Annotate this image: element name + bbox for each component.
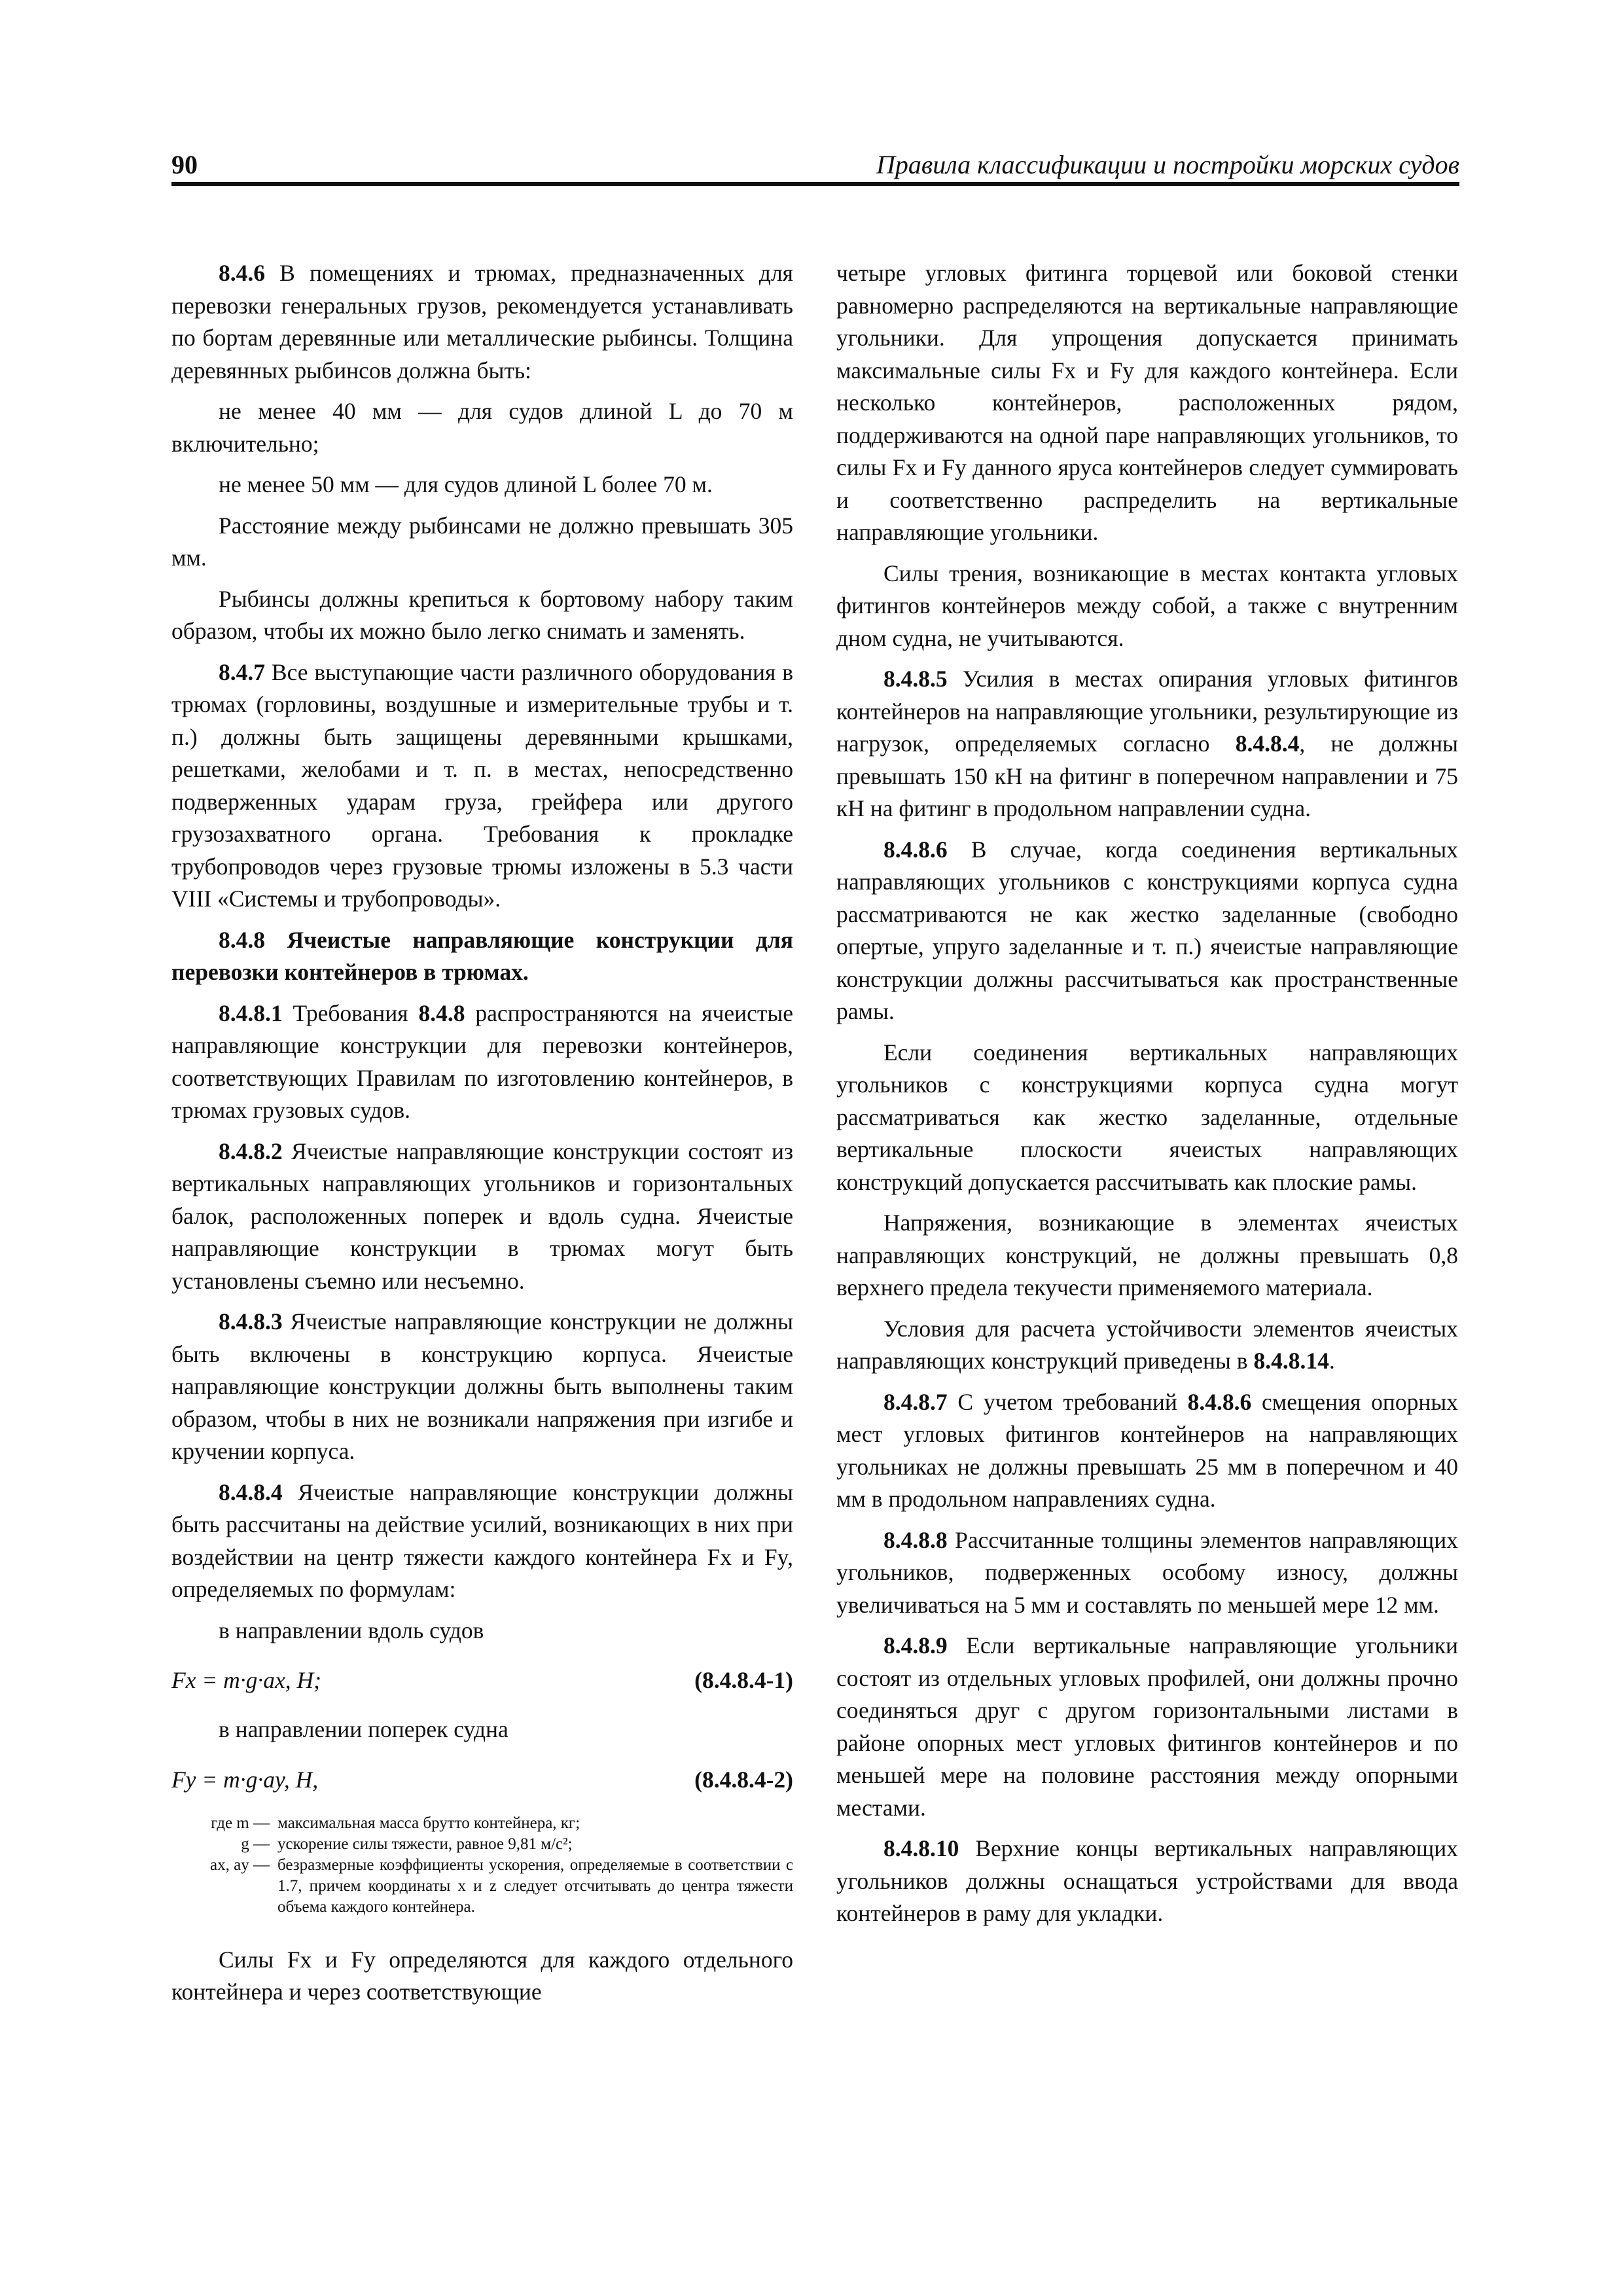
formula-expression: Fy = m·g·ay, Н, [171, 1766, 319, 1793]
cross-reference: 8.4.8.6 [1187, 1388, 1252, 1415]
clause-number: 8.4.8.9 [883, 1632, 948, 1659]
paragraph: 8.4.8.6 В случае, когда соединения вертикальных направляющих угольников с конструкциями корпуса судна рассматриваются не как жестко заделанные (свободно опертые, упруго заделанные и т. п.) ячеистые направляющие конструкции должны рассчитываться как пространственные рамы. [836, 836, 1458, 1024]
clause-number: 8.4.7 [219, 658, 265, 685]
paragraph: Напряжения, возникающие в элементах ячеистых направляющих конструкций, не должны превышать 0,8 верхнего предела текучести применяемого материала. [836, 1210, 1458, 1300]
paragraph: 8.4.8.7 С учетом требований 8.4.8.6 смещения опорных мест угловых фитингов контейнеров на направляющих угольниках не должны превышать 25 мм в поперечном и 40 мм в продольном направлениях судна. [836, 1388, 1458, 1512]
paragraph: Силы трения, возникающие в местах контакта угловых фитингов контейнеров между собой, а также с внутренним дном судна, не учитываются. [836, 560, 1458, 651]
legend-symbol: ax, ay — [210, 1856, 270, 1874]
legend-symbol: где m — [211, 1814, 270, 1832]
clause-number: 8.4.8.1 [219, 999, 283, 1026]
clause-number: 8.4.8.10 [883, 1835, 959, 1861]
section-heading: 8.4.8 Ячеистые направляющие конструкции для перевозки контейнеров в трюмах. [171, 926, 793, 985]
paragraph: не менее 40 мм — для судов длиной L до 70 м включительно; [171, 398, 793, 457]
clause-number: 8.4.8.5 [883, 666, 948, 692]
legend-row [171, 1855, 793, 1918]
paragraph: 8.4.8.9 Если вертикальные направляющие угольники состоят из отдельных угловых профилей, они должны прочно соединяться друг с другом горизонтальными листами в районе опорных мест угловых фитингов контейнеров и по меньшей мере на половине расстояния между опорными местами. [836, 1632, 1458, 1821]
legend-row [171, 1834, 793, 1855]
paragraph: четыре угловых фитинга торцевой или боковой стенки равномерно распределяются на вертикальные направляющие угольники. Для упрощения допускается принимать максимальные силы Fx и Fy для каждого контейнера. Если несколько контейнеров, расположенных рядом, поддерживаются на одной паре направляющих угольников, то силы Fx и Fy данного яруса контейнеров следует суммировать и соответственно распределить на вертикальные направляющие угольники. [836, 260, 1458, 545]
formula-expression: Fx = m·g·ax, Н; [171, 1667, 321, 1693]
formula-number: (8.4.8.4-1) [694, 1667, 793, 1693]
right-column [836, 257, 1458, 1939]
paragraph: 8.4.8.10 Верхние концы вертикальных направляющих угольников должны оснащаться устройствами для ввода контейнеров в раму для укладки. [836, 1835, 1458, 1926]
paragraph: 8.4.8.2 Ячеистые направляющие конструкции состоят из вертикальных направляющих угольников и горизонтальных балок, расположенных поперек и вдоль судна. Ячеистые направляющие конструкции в трюмах могут быть установлены съемно или несъемно. [171, 1138, 793, 1294]
legend-row [171, 1813, 793, 1834]
legend-symbol: g — [241, 1835, 270, 1853]
paragraph: Если соединения вертикальных направляющих угольников с конструкциями корпуса судна могут рассматриваться как жестко заделанные, отдельные вертикальные плоскости ячеистых направляющих конструкций допускается рассчитывать как плоские рамы. [836, 1039, 1458, 1195]
paragraph: Условия для расчета устойчивости элементов ячеистых направляющих конструкций приведены в 8.4.8.14. [836, 1315, 1458, 1374]
clause-number: 8.4.8.2 [219, 1138, 283, 1164]
paragraph: 8.4.8.5 Усилия в местах опирания угловых фитингов контейнеров на направляющие угольники, результирующие из нагрузок, определяемых согласно 8.4.8.4, не должны превышать 150 кН на фитинг в поперечном направлении и 75 кН на фитинг в продольном направлении судна. [836, 666, 1458, 821]
paragraph: Силы Fx и Fy определяются для каждого отдельного контейнера и через соответствующие [171, 1946, 793, 2005]
paragraph: 8.4.6 В помещениях и трюмах, предназначенных для перевозки генеральных грузов, рекомендуется устанавливать по бортам деревянные или металлические рыбинсы. Толщина деревянных рыбинсов должна быть: [171, 260, 793, 384]
clause-number: 8.4.8.7 [883, 1388, 948, 1415]
paragraph: в направлении поперек судна [219, 1716, 508, 1742]
cross-reference: 8.4.8.4 [1235, 730, 1300, 757]
clause-number: 8.4.8.3 [219, 1308, 283, 1335]
clause-number: 8.4.8.4 [219, 1479, 283, 1505]
paragraph: 8.4.8.3 Ячеистые направляющие конструкции не должны быть включены в конструкцию корпуса. Ячеистые направляющие конструкции должны быть выполнены таким образом, чтобы в них не возникали напряжения при изгибе и кручении корпуса. [171, 1308, 793, 1464]
legend-description: безразмерные коэффициенты ускорения, определяемые в соответствии с 1.7, причем координаты x и z следует отсчитывать до центра тяжести объема каждого контейнера. [277, 1856, 793, 1916]
clause-number: 8.4.6 [219, 260, 265, 286]
formula [171, 1664, 793, 1696]
legend-description: максимальная масса брутто контейнера, кг; [277, 1814, 580, 1832]
clause-number: 8.4.8.6 [883, 836, 948, 863]
clause-number: 8.4.8.8 [883, 1526, 948, 1553]
paragraph: Рыбинсы должны крепиться к бортовому набору таким образом, чтобы их можно было легко снимать и заменять. [171, 585, 793, 644]
page-number: 90 [171, 150, 198, 179]
cross-reference: 8.4.8.14 [1253, 1348, 1329, 1374]
formula-number: (8.4.8.4-2) [694, 1766, 793, 1793]
formula [171, 1763, 793, 1796]
running-title: Правила классификации и постройки морских судов [876, 150, 1459, 179]
paragraph: Расстояние между рыбинсами не должно превышать 305 мм. [171, 512, 793, 571]
paragraph: 8.4.7 Все выступающие части различного оборудования в трюмах (горловины, воздушные и измерительные трубы и т. п.) должны быть защищены деревянными крышками, решетками, желобами и т. п. в местах, непосредственно подверженных ударам груза, грейфера или другого грузозахватного органа. Требования к прокладке трубопроводов через грузовые трюмы изложены в 5.3 части VIII «Системы и трубопроводы». [171, 658, 793, 912]
paragraph: в направлении вдоль судов [219, 1617, 484, 1643]
paragraph: 8.4.8.1 Требования 8.4.8 распространяются на ячеистые направляющие конструкции для перевозки контейнеров, соответствующих Правилам по изготовлению контейнеров, в трюмах грузовых судов. [171, 999, 793, 1123]
paragraph: не менее 50 мм — для судов длиной L более 70 м. [219, 471, 713, 497]
left-column [171, 257, 793, 2017]
page-header [171, 148, 1459, 186]
paragraph: 8.4.8.4 Ячеистые направляющие конструкции должны быть рассчитаны на действие усилий, возникающих в них при воздействии на центр тяжести каждого контейнера Fx и Fy, определяемых по формулам: [171, 1479, 793, 1602]
cross-reference: 8.4.8 [418, 999, 465, 1026]
paragraph: 8.4.8.8 Рассчитанные толщины элементов направляющих угольников, подверженных особому износу, должны увеличиваться на 5 мм и составлять по меньшей мере 12 мм. [836, 1526, 1458, 1618]
formula-legend [171, 1813, 793, 1918]
legend-description: ускорение силы тяжести, равное 9,81 м/с²; [277, 1835, 573, 1853]
